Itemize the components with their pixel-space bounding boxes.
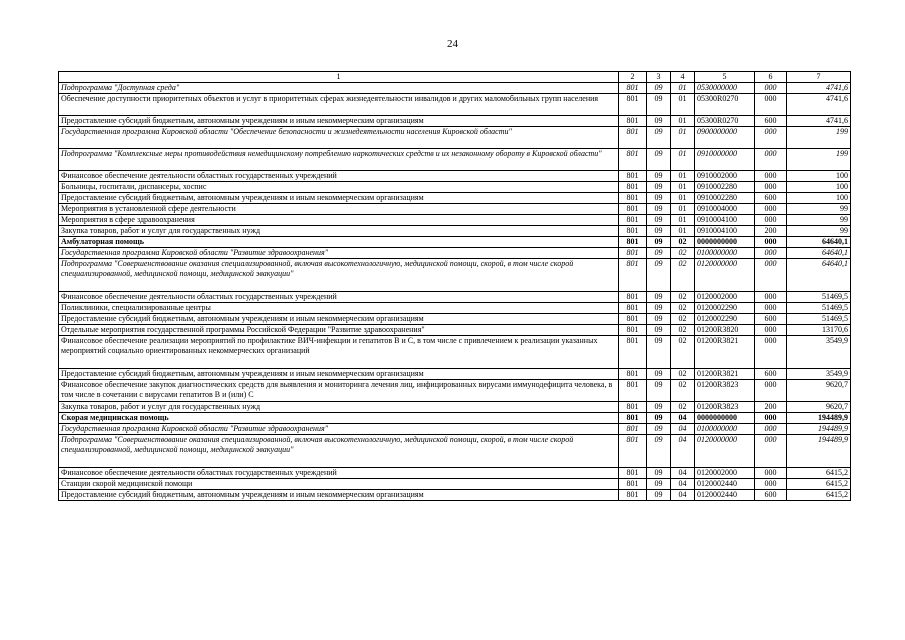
row-target-article: 0120002000 [695,468,755,479]
row-section: 09 [647,314,671,325]
row-section: 09 [647,83,671,94]
header-col-7: 7 [787,72,851,83]
table-row [59,248,851,259]
row-subsection: 02 [671,303,695,314]
row-expense-type: 000 [755,325,787,336]
row-section: 09 [647,435,671,468]
row-amount: 51469,5 [787,292,851,303]
table-row [59,171,851,182]
row-amount: 6415,2 [787,479,851,490]
row-section: 09 [647,127,671,149]
row-amount: 100 [787,182,851,193]
row-ministry-code: 801 [619,215,647,226]
row-subsection: 01 [671,116,695,127]
row-expense-type: 600 [755,314,787,325]
row-amount: 6415,2 [787,490,851,501]
row-ministry-code: 801 [619,413,647,424]
row-amount: 99 [787,226,851,237]
row-amount: 13170,6 [787,325,851,336]
row-subsection: 02 [671,292,695,303]
row-expense-type: 000 [755,479,787,490]
row-section: 09 [647,292,671,303]
row-subsection: 02 [671,325,695,336]
table-row [59,226,851,237]
row-name: Обеспечение доступности приоритетных объектов и услуг в приоритетных сферах жизнедеятельности инвалидов и других маломобильных групп населения [59,94,619,116]
table-row [59,292,851,303]
row-section: 09 [647,402,671,413]
row-expense-type: 000 [755,182,787,193]
row-expense-type: 000 [755,248,787,259]
row-expense-type: 000 [755,380,787,402]
row-name: Предоставление субсидий бюджетным, автономным учреждениям и иным некоммерческим организациям [59,369,619,380]
row-target-article: 0120000000 [695,435,755,468]
row-name: Государственная программа Кировской области "Развитие здравоохранения" [59,424,619,435]
row-target-article: 0530000000 [695,83,755,94]
row-name: Государственная программа Кировской области "Обеспечение безопасности и жизнедеятельности населения Кировской области" [59,127,619,149]
row-name: Амбулаторная помощь [59,237,619,248]
row-target-article: 01200R3823 [695,402,755,413]
row-name: Подпрограмма "Комплексные меры противодействия немедицинскому потреблению наркотических средств и их незаконному обороту в Кировской области" [59,149,619,171]
row-target-article: 05300R0270 [695,116,755,127]
row-amount: 9620,7 [787,402,851,413]
row-name: Больницы, госпитали, диспансеры, хоспис [59,182,619,193]
row-subsection: 04 [671,435,695,468]
row-expense-type: 600 [755,369,787,380]
row-target-article: 0910002280 [695,182,755,193]
row-subsection: 04 [671,490,695,501]
row-expense-type: 000 [755,237,787,248]
table-row [59,83,851,94]
row-ministry-code: 801 [619,380,647,402]
row-amount: 100 [787,171,851,182]
row-name: Финансовое обеспечение деятельности областных государственных учреждений [59,292,619,303]
row-expense-type: 000 [755,468,787,479]
row-name: Отдельные мероприятия государственной программы Российской Федерации "Развитие здравоохранения" [59,325,619,336]
table-row [59,204,851,215]
row-section: 09 [647,226,671,237]
row-section: 09 [647,215,671,226]
row-expense-type: 000 [755,127,787,149]
row-section: 09 [647,182,671,193]
row-expense-type: 000 [755,435,787,468]
row-expense-type: 000 [755,171,787,182]
row-name: Мероприятия в сфере здравоохранения [59,215,619,226]
row-subsection: 04 [671,468,695,479]
header-col-2: 2 [619,72,647,83]
row-expense-type: 600 [755,116,787,127]
row-expense-type: 000 [755,215,787,226]
row-subsection: 02 [671,259,695,292]
table-row [59,314,851,325]
table-row [59,468,851,479]
table-row [59,336,851,369]
table-row [59,193,851,204]
row-amount: 3549,9 [787,336,851,369]
table-row [59,402,851,413]
row-target-article: 0910004100 [695,226,755,237]
row-section: 09 [647,116,671,127]
row-target-article: 0120000000 [695,259,755,292]
row-target-article: 0100000000 [695,424,755,435]
row-subsection: 01 [671,149,695,171]
row-amount: 64640,1 [787,248,851,259]
row-section: 09 [647,336,671,369]
row-ministry-code: 801 [619,325,647,336]
header-col-1: 1 [59,72,619,83]
row-ministry-code: 801 [619,182,647,193]
row-section: 09 [647,259,671,292]
row-amount: 194489,9 [787,424,851,435]
row-ministry-code: 801 [619,468,647,479]
row-ministry-code: 801 [619,237,647,248]
row-expense-type: 200 [755,402,787,413]
row-amount: 199 [787,149,851,171]
row-target-article: 0910002000 [695,171,755,182]
row-ministry-code: 801 [619,402,647,413]
row-subsection: 01 [671,171,695,182]
header-col-4: 4 [671,72,695,83]
row-ministry-code: 801 [619,83,647,94]
row-section: 09 [647,237,671,248]
row-ministry-code: 801 [619,435,647,468]
table-row [59,380,851,402]
row-section: 09 [647,490,671,501]
row-subsection: 02 [671,237,695,248]
row-section: 09 [647,413,671,424]
row-subsection: 01 [671,215,695,226]
row-amount: 4741,6 [787,83,851,94]
row-name: Государственная программа Кировской области "Развитие здравоохранения" [59,248,619,259]
row-name: Предоставление субсидий бюджетным, автономным учреждениям и иным некоммерческим организациям [59,490,619,501]
row-ministry-code: 801 [619,149,647,171]
row-section: 09 [647,369,671,380]
row-subsection: 02 [671,248,695,259]
row-target-article: 0120002000 [695,292,755,303]
row-expense-type: 600 [755,490,787,501]
row-name: Предоставление субсидий бюджетным, автономным учреждениям и иным некоммерческим организациям [59,314,619,325]
row-amount: 4741,6 [787,94,851,116]
table-row [59,303,851,314]
row-amount: 99 [787,215,851,226]
row-name: Станции скорой медицинской помощи [59,479,619,490]
row-ministry-code: 801 [619,303,647,314]
row-amount: 194489,9 [787,413,851,424]
row-amount: 9620,7 [787,380,851,402]
row-target-article: 0910000000 [695,149,755,171]
row-amount: 6415,2 [787,468,851,479]
row-name: Закупка товаров, работ и услуг для государственных нужд [59,226,619,237]
row-name: Финансовое обеспечение деятельности областных государственных учреждений [59,171,619,182]
row-subsection: 02 [671,336,695,369]
table-row [59,116,851,127]
row-ministry-code: 801 [619,193,647,204]
row-section: 09 [647,149,671,171]
row-name: Мероприятия в установленной сфере деятельности [59,204,619,215]
row-target-article: 0910004100 [695,215,755,226]
row-ministry-code: 801 [619,116,647,127]
row-target-article: 0120002440 [695,490,755,501]
row-subsection: 02 [671,380,695,402]
table-row [59,149,851,171]
row-ministry-code: 801 [619,171,647,182]
table-row [59,215,851,226]
row-ministry-code: 801 [619,127,647,149]
row-subsection: 01 [671,193,695,204]
row-ministry-code: 801 [619,259,647,292]
row-subsection: 01 [671,127,695,149]
budget-table [58,71,851,501]
table-row [59,435,851,468]
row-name: Закупка товаров, работ и услуг для государственных нужд [59,402,619,413]
row-expense-type: 600 [755,193,787,204]
row-section: 09 [647,94,671,116]
row-expense-type: 000 [755,94,787,116]
row-target-article: 0900000000 [695,127,755,149]
row-expense-type: 000 [755,303,787,314]
table-row [59,127,851,149]
header-col-3: 3 [647,72,671,83]
row-name: Предоставление субсидий бюджетным, автономным учреждениям и иным некоммерческим организациям [59,193,619,204]
row-name: Финансовое обеспечение реализации мероприятий по профилактике ВИЧ-инфекции и гепатитов В и С, в том числе с привлечением к реализации указанных мероприятий социально ориентированных некоммерческих организаций [59,336,619,369]
row-target-article: 01200R3821 [695,369,755,380]
row-ministry-code: 801 [619,94,647,116]
row-amount: 4741,6 [787,116,851,127]
table-row [59,325,851,336]
table-row [59,369,851,380]
row-amount: 100 [787,193,851,204]
row-ministry-code: 801 [619,314,647,325]
row-subsection: 01 [671,94,695,116]
row-name: Предоставление субсидий бюджетным, автономным учреждениям и иным некоммерческим организациям [59,116,619,127]
row-section: 09 [647,303,671,314]
row-subsection: 02 [671,402,695,413]
row-ministry-code: 801 [619,479,647,490]
row-expense-type: 000 [755,149,787,171]
row-subsection: 02 [671,314,695,325]
table-row [59,94,851,116]
row-expense-type: 000 [755,336,787,369]
row-amount: 3549,9 [787,369,851,380]
row-amount: 64640,1 [787,237,851,248]
row-amount: 51469,5 [787,303,851,314]
row-amount: 51469,5 [787,314,851,325]
row-section: 09 [647,424,671,435]
row-section: 09 [647,193,671,204]
row-expense-type: 000 [755,413,787,424]
row-amount: 199 [787,127,851,149]
row-target-article: 0910002280 [695,193,755,204]
row-target-article: 0120002290 [695,314,755,325]
row-subsection: 04 [671,479,695,490]
row-target-article: 01200R3823 [695,380,755,402]
row-name: Поликлиники, специализированные центры [59,303,619,314]
row-name: Подпрограмма "Доступная среда" [59,83,619,94]
row-name: Подпрограмма "Совершенствование оказания специализированной, включая высокотехнологичную, медицинской помощи, скорой, в том числе скорой специализированной, медицинской помощи, медицинской эвакуации" [59,435,619,468]
row-subsection: 01 [671,182,695,193]
row-ministry-code: 801 [619,369,647,380]
page-number: 24 [447,38,458,50]
row-section: 09 [647,479,671,490]
row-section: 09 [647,204,671,215]
row-section: 09 [647,380,671,402]
row-expense-type: 000 [755,259,787,292]
row-target-article: 0000000000 [695,413,755,424]
row-subsection: 04 [671,413,695,424]
row-ministry-code: 801 [619,490,647,501]
row-target-article: 0100000000 [695,248,755,259]
row-section: 09 [647,468,671,479]
row-ministry-code: 801 [619,226,647,237]
row-target-article: 0910004000 [695,204,755,215]
row-name: Подпрограмма "Совершенствование оказания специализированной, включая высокотехнологичную, медицинской помощи, скорой, в том числе скорой специализированной, медицинской помощи, медицинской эвакуации" [59,259,619,292]
row-amount: 64640,1 [787,259,851,292]
row-target-article: 01200R3821 [695,336,755,369]
row-ministry-code: 801 [619,248,647,259]
table-row [59,490,851,501]
row-target-article: 05300R0270 [695,94,755,116]
row-section: 09 [647,325,671,336]
row-expense-type: 200 [755,226,787,237]
row-subsection: 01 [671,204,695,215]
row-ministry-code: 801 [619,336,647,369]
row-subsection: 01 [671,83,695,94]
row-expense-type: 000 [755,424,787,435]
table-row [59,413,851,424]
row-subsection: 04 [671,424,695,435]
row-target-article: 0120002290 [695,303,755,314]
row-ministry-code: 801 [619,204,647,215]
row-amount: 99 [787,204,851,215]
table-header-row [59,72,851,83]
row-ministry-code: 801 [619,424,647,435]
header-col-5: 5 [695,72,755,83]
header-col-6: 6 [755,72,787,83]
row-amount: 194489,9 [787,435,851,468]
row-name: Скорая медицинская помощь [59,413,619,424]
row-name: Финансовое обеспечение закупок диагностических средств для выявления и мониторинга лечения лиц, инфицированных вирусами иммунодефицита человека, в том числе в сочетании с вирусами гепатитов В и (или) С [59,380,619,402]
row-section: 09 [647,248,671,259]
row-subsection: 01 [671,226,695,237]
row-name: Финансовое обеспечение деятельности областных государственных учреждений [59,468,619,479]
table-body [59,83,851,501]
row-target-article: 0000000000 [695,237,755,248]
table-row [59,259,851,292]
row-subsection: 02 [671,369,695,380]
table-row [59,182,851,193]
table-row [59,424,851,435]
table-row [59,479,851,490]
row-expense-type: 000 [755,292,787,303]
row-expense-type: 000 [755,204,787,215]
row-expense-type: 000 [755,83,787,94]
row-target-article: 0120002440 [695,479,755,490]
row-target-article: 01200R3820 [695,325,755,336]
row-section: 09 [647,171,671,182]
table-row [59,237,851,248]
row-ministry-code: 801 [619,292,647,303]
